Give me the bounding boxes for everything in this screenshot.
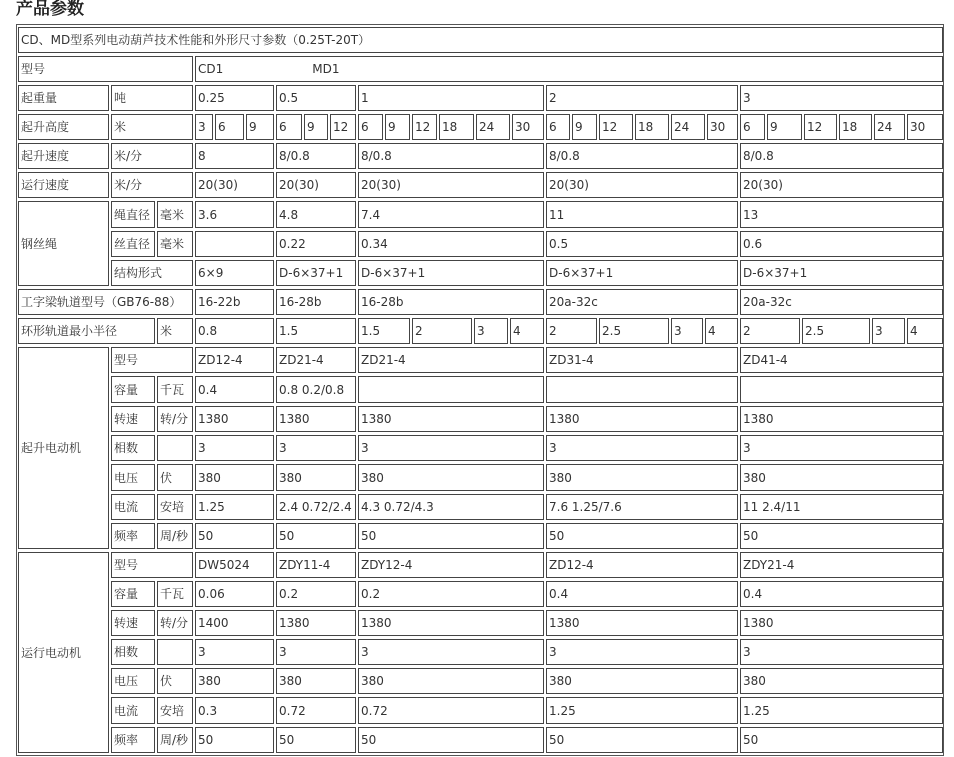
value-cell: 7.4 xyxy=(358,201,544,228)
value-cell: 0.5 xyxy=(546,231,738,257)
lift-height-value: 6 xyxy=(276,114,302,140)
row-label: 工字梁轨道型号（GB76-88） xyxy=(18,289,193,315)
value-cell: 50 xyxy=(195,727,274,753)
lift-height-value: 30 xyxy=(907,114,943,140)
lift-height-value: 12 xyxy=(412,114,437,140)
ring-radius-value: 3 xyxy=(671,318,703,344)
value-cell: 380 xyxy=(358,668,544,694)
row-unit: 米/分 xyxy=(111,143,193,169)
value-cell: 11 xyxy=(546,201,738,228)
ring-radius-value: 3 xyxy=(474,318,508,344)
value-cell: 50 xyxy=(546,523,738,549)
value-cell: 0.2 xyxy=(276,581,356,607)
value-cell: 0.06 xyxy=(195,581,274,607)
model-values-cell xyxy=(195,56,943,82)
value-cell: 380 xyxy=(740,464,943,491)
lift-height-value: 12 xyxy=(804,114,837,140)
value-cell: 0.5 xyxy=(276,85,356,111)
lift-height-value: 18 xyxy=(635,114,669,140)
value-cell: 1380 xyxy=(740,610,943,636)
value-cell: 1380 xyxy=(358,610,544,636)
value-cell: D-6×37+1 xyxy=(546,260,738,286)
row-unit: 米 xyxy=(111,114,193,140)
value-cell: 380 xyxy=(546,668,738,694)
value-cell: 0.4 xyxy=(740,581,943,607)
row-label: 起升速度 xyxy=(18,143,109,169)
value-cell: 1380 xyxy=(740,406,943,432)
value-cell: 0.72 xyxy=(358,697,544,724)
ring-radius-value: 4 xyxy=(510,318,544,344)
lift-height-value: 9 xyxy=(572,114,597,140)
value-cell: 3 xyxy=(740,435,943,461)
value-cell: 0.8 0.2/0.8 xyxy=(276,376,356,403)
value-cell: D-6×37+1 xyxy=(740,260,943,286)
value-cell: ZDY12-4 xyxy=(358,552,544,578)
value-cell: D-6×37+1 xyxy=(276,260,356,286)
ring-radius-value: 2 xyxy=(546,318,597,344)
model-value: MD1 xyxy=(312,62,340,76)
ring-radius-value: 1.5 xyxy=(276,318,356,344)
value-cell: 1380 xyxy=(546,406,738,432)
lift-height-value: 9 xyxy=(385,114,410,140)
lift-height-value: 6 xyxy=(546,114,570,140)
sub-label: 转速 xyxy=(111,406,155,432)
value-cell: 1.25 xyxy=(546,697,738,724)
value-cell: 2.4 0.72/2.4 xyxy=(276,494,356,520)
value-cell: 0.6 xyxy=(740,231,943,257)
sub-label: 结构形式 xyxy=(111,260,193,286)
row-label: 起重量 xyxy=(18,85,109,111)
value-cell: 1400 xyxy=(195,610,274,636)
value-cell: 4.3 0.72/4.3 xyxy=(358,494,544,520)
travel-motor-label: 运行电动机 xyxy=(18,552,109,753)
value-cell: 8/0.8 xyxy=(546,143,738,169)
lift-height-value: 6 xyxy=(358,114,383,140)
sub-unit: 周/秒 xyxy=(157,523,193,549)
row-label: 起升高度 xyxy=(18,114,109,140)
lift-height-value: 30 xyxy=(707,114,738,140)
value-cell: 1380 xyxy=(276,406,356,432)
value-cell: 1380 xyxy=(358,406,544,432)
value-cell: 0.3 xyxy=(195,697,274,724)
value-cell: 20a-32c xyxy=(740,289,943,315)
sub-unit: 伏 xyxy=(157,668,193,694)
lift-height-value: 24 xyxy=(874,114,905,140)
value-cell: 1380 xyxy=(195,406,274,432)
row-unit: 吨 xyxy=(111,85,193,111)
sub-unit: 周/秒 xyxy=(157,727,193,753)
value-cell: 20(30) xyxy=(195,172,274,198)
sub-label: 型号 xyxy=(111,347,193,373)
value-cell: 3 xyxy=(195,639,274,665)
value-cell: DW5024 xyxy=(195,552,274,578)
lift-height-value: 9 xyxy=(304,114,328,140)
value-cell: 380 xyxy=(740,668,943,694)
value-cell: 3 xyxy=(358,435,544,461)
value-cell: 6×9 xyxy=(195,260,274,286)
value-cell: 3 xyxy=(546,639,738,665)
value-cell: 380 xyxy=(276,668,356,694)
value-cell: 50 xyxy=(546,727,738,753)
ring-radius-value: 1.5 xyxy=(358,318,410,344)
sub-label: 型号 xyxy=(111,552,193,578)
ring-radius-value: 2 xyxy=(412,318,472,344)
value-cell: 1380 xyxy=(276,610,356,636)
value-cell: 20(30) xyxy=(358,172,544,198)
sub-label: 丝直径 xyxy=(111,231,155,257)
lift-height-value: 12 xyxy=(599,114,633,140)
value-cell: 380 xyxy=(276,464,356,491)
value-cell: 3 xyxy=(740,639,943,665)
value-cell: 0.72 xyxy=(276,697,356,724)
value-cell: 2 xyxy=(546,85,738,111)
value-cell: ZD21-4 xyxy=(358,347,544,373)
lift-height-value: 9 xyxy=(246,114,274,140)
spec-table xyxy=(16,24,944,757)
sub-unit: 转/分 xyxy=(157,406,193,432)
sub-unit: 安培 xyxy=(157,697,193,724)
value-cell: 50 xyxy=(740,727,943,753)
value-cell: 3 xyxy=(546,435,738,461)
value-cell: ZD41-4 xyxy=(740,347,943,373)
value-cell: ZD21-4 xyxy=(276,347,356,373)
value-cell: 380 xyxy=(546,464,738,491)
value-cell: 50 xyxy=(276,727,356,753)
value-cell: ZDY21-4 xyxy=(740,552,943,578)
value-cell: 1 xyxy=(358,85,544,111)
sub-unit: 千瓦 xyxy=(157,376,193,403)
value-cell: 0.34 xyxy=(358,231,544,257)
value-cell: 0.22 xyxy=(276,231,356,257)
value-cell: 1380 xyxy=(546,610,738,636)
lift-height-value: 9 xyxy=(767,114,802,140)
value-cell xyxy=(546,376,738,403)
value-cell xyxy=(195,231,274,257)
value-cell: 16-28b xyxy=(358,289,544,315)
sub-label: 容量 xyxy=(111,581,155,607)
sub-label: 绳直径 xyxy=(111,201,155,228)
value-cell: 7.6 1.25/7.6 xyxy=(546,494,738,520)
lift-height-value: 24 xyxy=(671,114,705,140)
value-cell: 50 xyxy=(740,523,943,549)
value-cell: 4.8 xyxy=(276,201,356,228)
sub-unit: 千瓦 xyxy=(157,581,193,607)
value-cell: 3.6 xyxy=(195,201,274,228)
wire-rope-label: 钢丝绳 xyxy=(18,201,109,286)
lift-height-value: 30 xyxy=(512,114,544,140)
value-cell: 50 xyxy=(358,727,544,753)
value-cell: 50 xyxy=(195,523,274,549)
value-cell xyxy=(358,376,544,403)
page-title: 产品参数 xyxy=(16,0,84,19)
ring-radius-value: 3 xyxy=(872,318,905,344)
value-cell: 20(30) xyxy=(740,172,943,198)
value-cell: 1.25 xyxy=(740,697,943,724)
row-label: 环形轨道最小半径 xyxy=(18,318,155,344)
value-cell: D-6×37+1 xyxy=(358,260,544,286)
sub-label: 电压 xyxy=(111,464,155,491)
value-cell: 16-28b xyxy=(276,289,356,315)
value-cell: 8 xyxy=(195,143,274,169)
lift-height-value: 18 xyxy=(839,114,872,140)
value-cell: 380 xyxy=(195,668,274,694)
lift-height-value: 3 xyxy=(195,114,213,140)
sub-unit xyxy=(157,639,193,665)
value-cell: 13 xyxy=(740,201,943,228)
ring-radius-value: 0.8 xyxy=(195,318,274,344)
value-cell: 20(30) xyxy=(276,172,356,198)
value-cell: 50 xyxy=(276,523,356,549)
ring-radius-value: 2 xyxy=(740,318,800,344)
sub-label: 电流 xyxy=(111,494,155,520)
value-cell: 3 xyxy=(358,639,544,665)
ring-radius-value: 4 xyxy=(705,318,738,344)
model-label: 型号 xyxy=(18,56,193,82)
sub-label: 频率 xyxy=(111,727,155,753)
model-value: CD1 xyxy=(198,62,224,76)
value-cell: 50 xyxy=(358,523,544,549)
lift-height-value: 6 xyxy=(740,114,765,140)
value-cell: 3 xyxy=(740,85,943,111)
sub-unit: 毫米 xyxy=(157,201,193,228)
lift-motor-label: 起升电动机 xyxy=(18,347,109,549)
row-unit: 米/分 xyxy=(111,172,193,198)
value-cell: 11 2.4/11 xyxy=(740,494,943,520)
value-cell: 380 xyxy=(358,464,544,491)
ring-radius-value: 4 xyxy=(907,318,943,344)
lift-height-value: 18 xyxy=(439,114,474,140)
value-cell xyxy=(740,376,943,403)
value-cell: ZD31-4 xyxy=(546,347,738,373)
value-cell: 1.25 xyxy=(195,494,274,520)
value-cell: 3 xyxy=(276,639,356,665)
value-cell: 8/0.8 xyxy=(276,143,356,169)
value-cell: 0.4 xyxy=(195,376,274,403)
value-cell: 20a-32c xyxy=(546,289,738,315)
sub-label: 频率 xyxy=(111,523,155,549)
ring-radius-value: 2.5 xyxy=(802,318,870,344)
sub-unit: 安培 xyxy=(157,494,193,520)
value-cell: 16-22b xyxy=(195,289,274,315)
value-cell: ZDY11-4 xyxy=(276,552,356,578)
value-cell: 0.2 xyxy=(358,581,544,607)
lift-height-value: 12 xyxy=(330,114,356,140)
sub-label: 电流 xyxy=(111,697,155,724)
row-unit: 米 xyxy=(157,318,193,344)
sub-unit: 毫米 xyxy=(157,231,193,257)
value-cell: 380 xyxy=(195,464,274,491)
sub-unit: 伏 xyxy=(157,464,193,491)
sub-label: 相数 xyxy=(111,435,155,461)
lift-height-value: 24 xyxy=(476,114,510,140)
value-cell: ZD12-4 xyxy=(546,552,738,578)
value-cell: ZD12-4 xyxy=(195,347,274,373)
sub-unit: 转/分 xyxy=(157,610,193,636)
ring-radius-value: 2.5 xyxy=(599,318,669,344)
value-cell: 20(30) xyxy=(546,172,738,198)
sub-label: 电压 xyxy=(111,668,155,694)
sub-unit xyxy=(157,435,193,461)
value-cell: 3 xyxy=(195,435,274,461)
value-cell: 8/0.8 xyxy=(358,143,544,169)
value-cell: 0.25 xyxy=(195,85,274,111)
value-cell: 8/0.8 xyxy=(740,143,943,169)
value-cell: 0.4 xyxy=(546,581,738,607)
row-label: 运行速度 xyxy=(18,172,109,198)
sub-label: 相数 xyxy=(111,639,155,665)
sub-label: 转速 xyxy=(111,610,155,636)
sub-label: 容量 xyxy=(111,376,155,403)
value-cell: 3 xyxy=(276,435,356,461)
lift-height-value: 6 xyxy=(215,114,244,140)
table-caption: CD、MD型系列电动葫芦技术性能和外形尺寸参数（0.25T-20T） xyxy=(18,27,943,53)
